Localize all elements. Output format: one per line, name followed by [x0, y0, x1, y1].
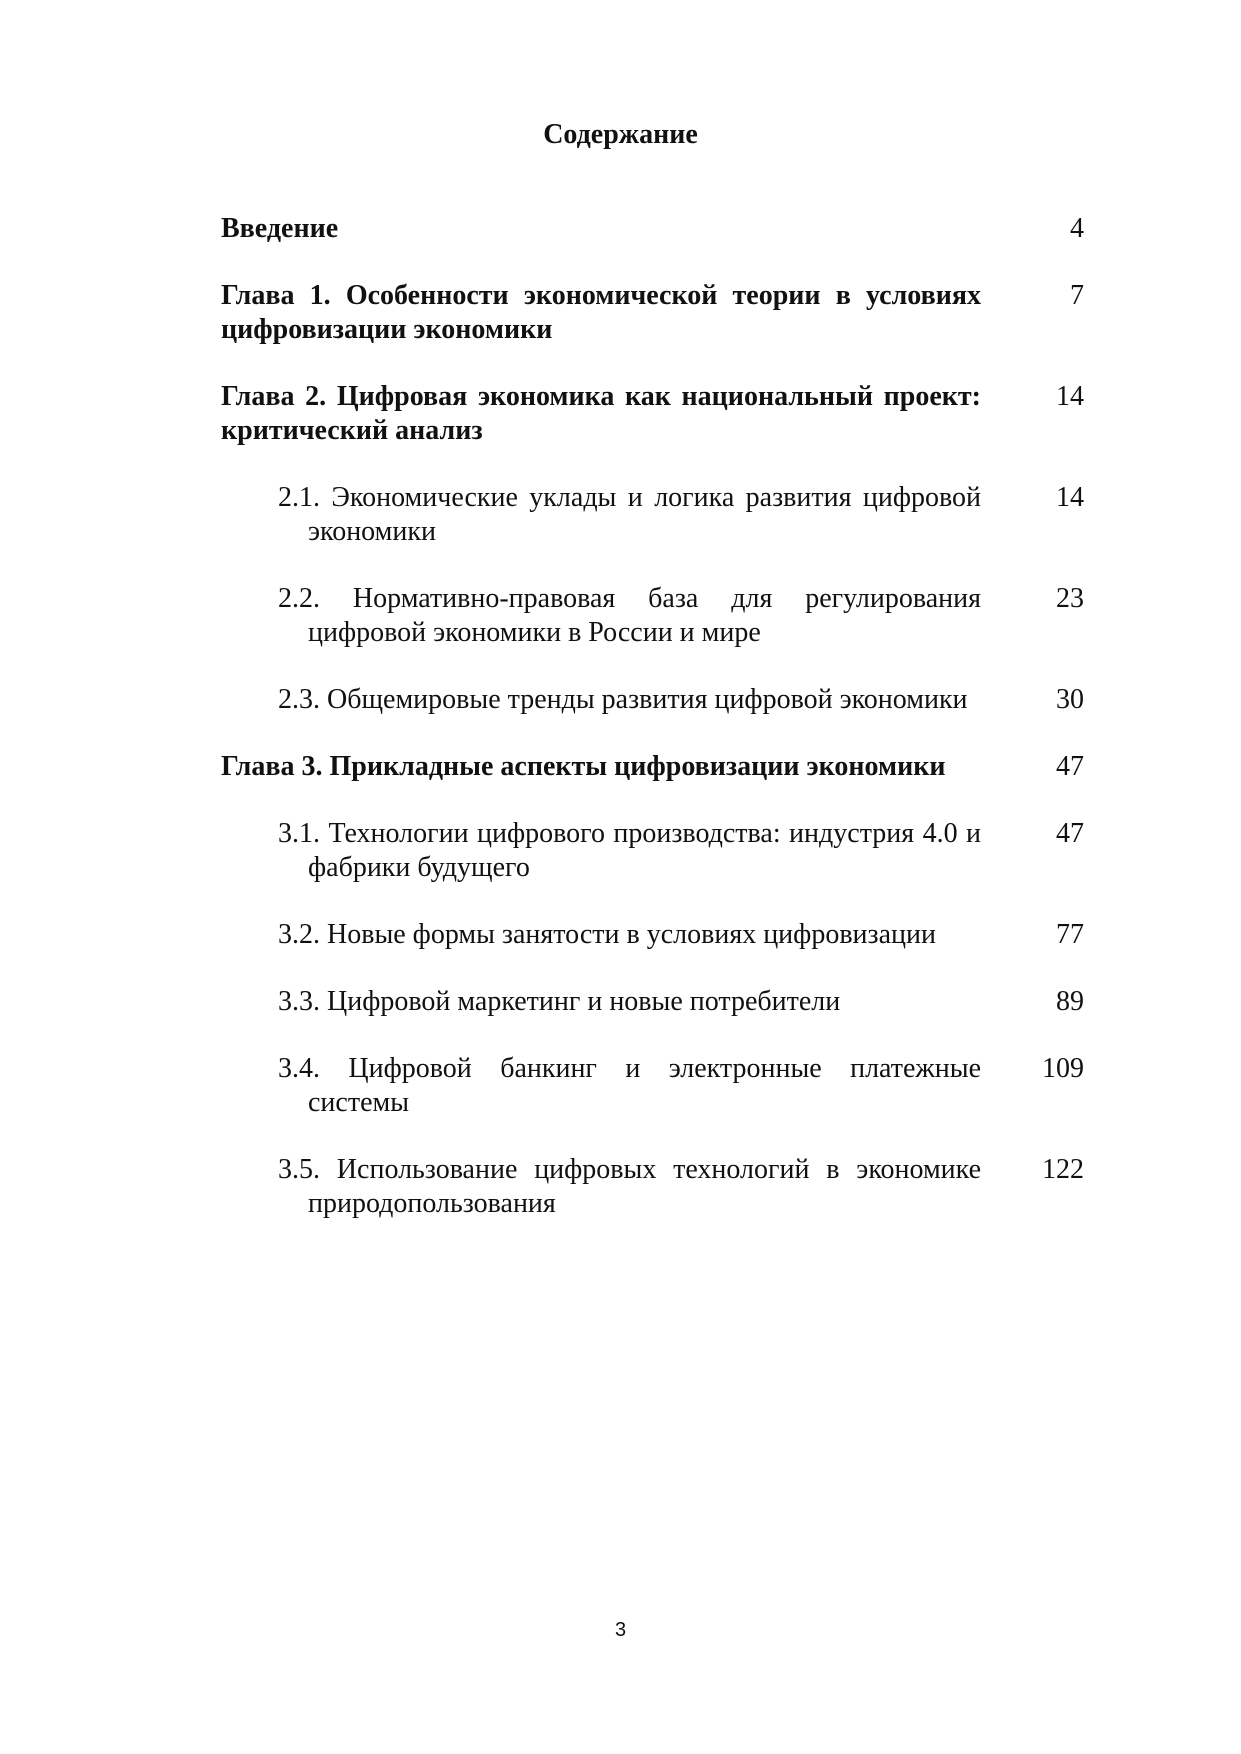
toc-entry-page: 77	[1056, 919, 1084, 950]
toc-entry-page: 30	[1056, 684, 1084, 715]
toc-entry-page: 122	[1042, 1154, 1084, 1185]
toc-entry-text: Глава 3. Прикладные аспекты цифровизации экономики	[221, 751, 946, 782]
toc-entry-page: 47	[1056, 818, 1084, 849]
toc-entry-text: Введение	[221, 213, 339, 244]
toc-entry-text: 2.3. Общемировые тренды развития цифровой экономики	[278, 684, 968, 715]
toc-entry-text: 3.5. Использование цифровых технологий в экономике природопользования	[278, 1154, 981, 1219]
toc-entry-section-2-1[interactable]	[0, 481, 1241, 549]
toc-entry-text: Глава 1. Особенности экономической теории в условиях цифровизации экономики	[221, 280, 981, 345]
toc-entry-chapter-1[interactable]	[0, 279, 1241, 347]
toc-entry-text: Глава 2. Цифровая экономика как национальный проект: критический анализ	[221, 381, 981, 446]
toc-entry-chapter-3[interactable]	[0, 750, 1241, 784]
toc-entry-text: 3.4. Цифровой банкинг и электронные платежные системы	[278, 1053, 981, 1118]
toc-entry-page: 109	[1042, 1053, 1084, 1084]
toc-entry-text: 3.2. Новые формы занятости в условиях цифровизации	[278, 919, 936, 950]
toc-entry-chapter-2[interactable]	[0, 380, 1241, 448]
toc-entry-page: 14	[1056, 482, 1084, 513]
toc-entry-page: 14	[1056, 381, 1084, 412]
toc-entry-text: 2.2. Нормативно-правовая база для регулирования цифровой экономики в России и мире	[278, 583, 981, 648]
page-number: 3	[614, 1619, 627, 1641]
toc-entry-text: 2.1. Экономические уклады и логика развития цифровой экономики	[278, 482, 981, 547]
toc-entry-text: 3.3. Цифровой маркетинг и новые потребители	[278, 986, 841, 1017]
toc-entry-text: 3.1. Технологии цифрового производства: индустрия 4.0 и фабрики будущего	[278, 818, 981, 883]
toc-entry-section-3-2[interactable]	[0, 918, 1241, 952]
toc-entry-section-3-5[interactable]	[0, 1153, 1241, 1221]
toc-entry-page: 4	[1070, 213, 1084, 244]
toc-entry-page: 47	[1056, 751, 1084, 782]
toc-entry-section-3-3[interactable]	[0, 985, 1241, 1019]
toc-entry-section-3-4[interactable]	[0, 1052, 1241, 1120]
toc-entry-page: 89	[1056, 986, 1084, 1017]
toc-entry-section-3-1[interactable]	[0, 817, 1241, 885]
toc-entry-section-2-3[interactable]	[0, 683, 1241, 717]
table-of-contents	[0, 212, 1241, 1254]
toc-entry-page: 7	[1070, 280, 1084, 311]
toc-entry-section-2-2[interactable]	[0, 582, 1241, 650]
toc-title: Содержание	[543, 119, 698, 150]
toc-entry-introduction[interactable]	[0, 212, 1241, 246]
toc-entry-page: 23	[1056, 583, 1084, 614]
